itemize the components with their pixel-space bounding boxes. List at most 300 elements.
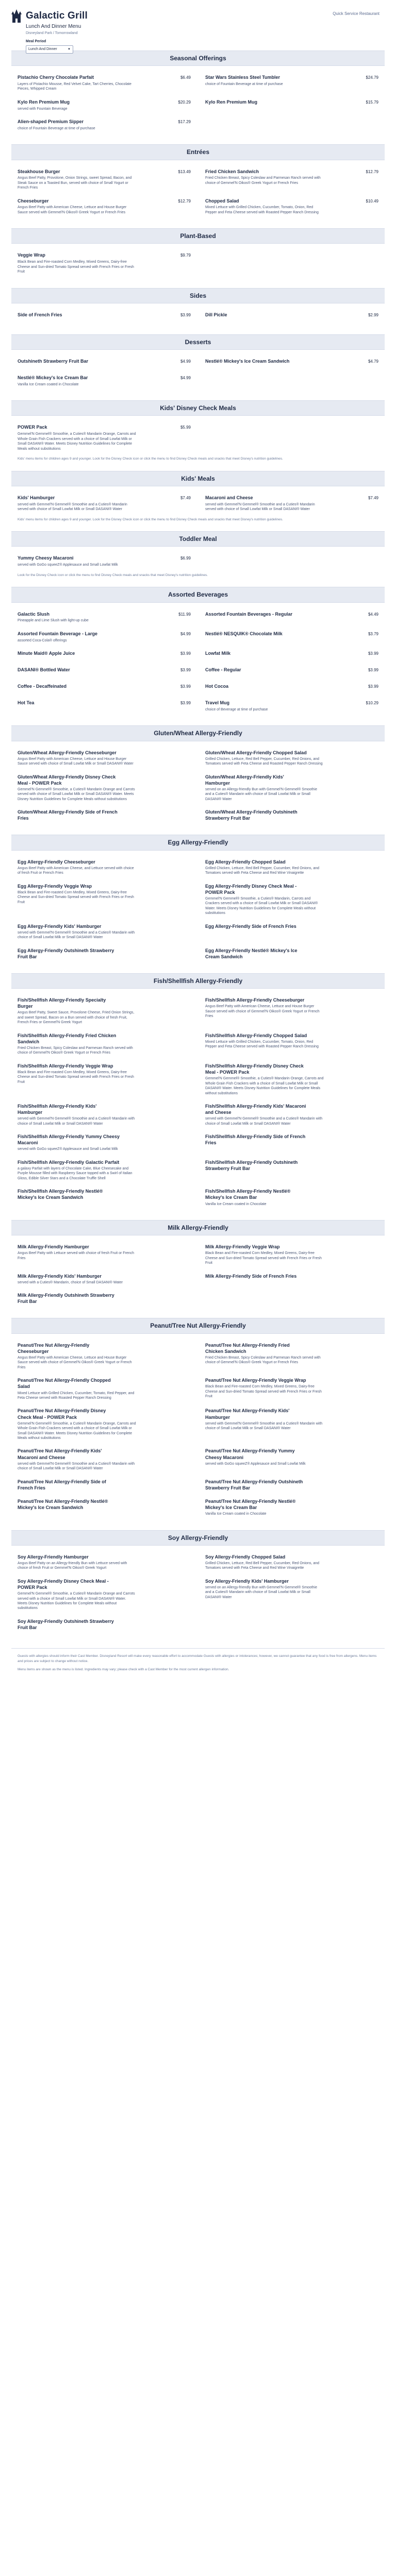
menu-item-description: Vanilla Ice Cream coated in Chocolate bbox=[205, 1512, 267, 1516]
menu-item-price: $12.79 bbox=[366, 169, 378, 174]
menu-item-grid bbox=[11, 989, 385, 1211]
menu-item bbox=[198, 1029, 378, 1060]
menu-item bbox=[198, 1100, 378, 1130]
menu-item-header bbox=[205, 1188, 378, 1200]
menu-item-name: Egg Allergy-Friendly Veggie Wrap bbox=[18, 883, 92, 889]
menu-item-name: Kylo Ren Premium Mug bbox=[205, 99, 258, 105]
menu-section bbox=[11, 725, 385, 825]
menu-item-grid bbox=[11, 66, 385, 135]
section-title: Seasonal Offerings bbox=[11, 50, 385, 66]
menu-item-header bbox=[205, 859, 378, 865]
menu-item-header bbox=[18, 375, 191, 381]
menu-section bbox=[11, 288, 385, 325]
menu-item-header bbox=[18, 1273, 191, 1279]
menu-item-name: Milk Allergy-Friendly Kids' Hamburger bbox=[18, 1273, 102, 1279]
menu-item-header bbox=[18, 1578, 191, 1590]
menu-item bbox=[18, 1241, 198, 1269]
menu-name: Lunch And Dinner Menu bbox=[26, 23, 81, 29]
menu-item-price: $4.99 bbox=[180, 359, 191, 364]
menu-item-description: Grilled Chicken, Lettuce, Red Bell Pepper, Cucumber, Red Onions, and Tomatoes served with Feta Cheese and Red Wine Vinaigrette bbox=[205, 1561, 320, 1570]
menu-item-name: Fish/Shellfish Allergy-Friendly Veggie Wrap bbox=[18, 1063, 113, 1069]
menu-item-header bbox=[205, 1408, 378, 1420]
menu-item-name: Soy Allergy-Friendly Chopped Salad bbox=[205, 1554, 286, 1560]
menu-item-name: Coffee - Decaffeinated bbox=[18, 684, 67, 689]
menu-item-name: Soy Allergy-Friendly Outshineth Strawberry Fruit Bar bbox=[18, 1618, 114, 1630]
menu-item-header bbox=[18, 555, 191, 562]
menu-item bbox=[198, 1156, 378, 1185]
menu-item bbox=[198, 1339, 378, 1375]
menu-item-price: $13.49 bbox=[178, 169, 191, 174]
menu-item bbox=[18, 1185, 198, 1211]
menu-item-name: Soy Allergy-Friendly Hamburger bbox=[18, 1554, 89, 1560]
menu-item-header bbox=[18, 1377, 191, 1389]
menu-item-description: served with Gemmel'N Gemmel® Smoothie and a Cuties® Mandarin with choice of Small Lowfat Milk or Small DASANI® Water bbox=[18, 1462, 135, 1471]
menu-item-description: Vanilla Ice Cream coated in Chocolate bbox=[18, 382, 79, 386]
menu-item-price: $3.99 bbox=[180, 668, 191, 673]
menu-item-name: Hot Tea bbox=[18, 700, 35, 706]
menu-item bbox=[198, 71, 378, 96]
menu-item-header bbox=[205, 1133, 378, 1146]
menu-item-description: Angus Beef Patty on an Allergy-friendly Bun with Lettuce served with choice of fresh Fruit or Gemmel'N Oikos® Greek Yogurt bbox=[18, 1561, 127, 1570]
menu-section bbox=[11, 973, 385, 1211]
menu-item-grid bbox=[11, 160, 385, 219]
menu-item-description: Gemmel'N Gemmel® Smoothie, a Cuties® Mandarin Orange and Carrots served with a choice of Small Lowfat Milk or Small DASANI® Water. Meets Disney Nutrition Guidelines for Complete Meals without substitutions bbox=[18, 1592, 135, 1611]
menu-item-description: served with GoGo squeeZ® Applesauce and Small Lowfat Milk bbox=[18, 563, 118, 567]
menu-item-header bbox=[18, 198, 191, 205]
menu-item-description: Black Bean and Fire-roasted Corn Medley, Mixed Greens, Dairy-free Cheese and Sun-dried Tomato Spread served with French Fries or Fresh Fruit bbox=[18, 1071, 134, 1084]
menu-item-description: Black Bean and Fire-roasted Corn Medley, Mixed Greens, Dairy-free Cheese and Sun-dried Tomato Spread served with French Fries or Fresh Fruit bbox=[205, 1385, 322, 1399]
menu-item-description: Angus Beef Patty, Provolone, Onion Strings, sweet Spread, Bacon, and Steak Sauce on a Toasted Bun, served with choice of Small Yogurt or French Fries bbox=[18, 176, 132, 190]
menu-item-name: Soy Allergy-Friendly Disney Check Meal - POWER Pack bbox=[18, 1578, 109, 1590]
menu-item-name: Minute Maid® Apple Juice bbox=[18, 651, 75, 656]
menu-item bbox=[18, 1551, 198, 1575]
menu-item bbox=[198, 195, 378, 219]
menu-item bbox=[198, 1495, 378, 1521]
menu-section bbox=[11, 1318, 385, 1520]
menu-item-header bbox=[18, 667, 191, 673]
menu-item-price: $12.79 bbox=[178, 198, 191, 204]
section-note: Look for the Disney Check icon or click the menu to find Disney Check meals and snacks that meet Disney's nutrition guidelines. bbox=[18, 573, 208, 577]
menu-item bbox=[18, 680, 198, 697]
menu-item bbox=[18, 1156, 198, 1185]
menu-item-name: Fried Chicken Sandwich bbox=[205, 168, 259, 174]
menu-section bbox=[11, 400, 385, 461]
menu-item-name: Fish/Shellfish Allergy-Friendly Outshineth Strawberry Fruit Bar bbox=[205, 1159, 298, 1171]
menu-item-header bbox=[18, 1498, 191, 1511]
menu-item bbox=[198, 1445, 378, 1475]
menu-item-description: choice of Beverage at time of purchase bbox=[205, 707, 268, 711]
menu-item-name: Side of French Fries bbox=[18, 312, 62, 317]
menu-item bbox=[18, 1445, 198, 1475]
menu-item-name: Peanut/Tree Nut Allergy-Friendly Cheeseburger bbox=[18, 1342, 90, 1354]
menu-item-header bbox=[18, 1448, 191, 1460]
menu-item bbox=[18, 856, 198, 880]
menu-item-grid bbox=[11, 486, 385, 516]
menu-item-header bbox=[205, 683, 378, 690]
menu-item bbox=[198, 1551, 378, 1575]
menu-item-name: Lowfat Milk bbox=[205, 651, 230, 656]
menu-item-header bbox=[205, 1103, 378, 1115]
chevron-down-icon: ▼ bbox=[68, 47, 71, 51]
menu-item-name: Milk Allergy-Friendly Side of French Fries bbox=[205, 1273, 297, 1279]
menu-item-header bbox=[18, 1479, 191, 1491]
menu-item-name: Gluten/Wheat Allergy-Friendly Cheeseburger bbox=[18, 750, 117, 755]
menu-item bbox=[18, 1130, 198, 1156]
menu-item-header bbox=[205, 1063, 378, 1075]
menu-item-name: Fish/Shellfish Allergy-Friendly Kids' Hamburger bbox=[18, 1103, 97, 1115]
menu-item bbox=[18, 71, 198, 96]
menu-item-header bbox=[205, 358, 378, 365]
menu-item bbox=[18, 647, 198, 664]
footer-paragraph: Guests with allergies should inform their Cast Member. Disneyland Resort will make every reasonable effort to accommodate Guests with allergies or intolerances; however, we cannot guarantee that any food is free from allergens. Menu items and prices are subject to change without notice. bbox=[18, 1654, 377, 1663]
menu-section bbox=[11, 334, 385, 391]
section-title: Egg Allergy-Friendly bbox=[11, 835, 385, 850]
menu-item-name: POWER Pack bbox=[18, 425, 47, 430]
menu-item-name: Outshineth Strawberry Fruit Bar bbox=[18, 358, 89, 364]
menu-item-name: Fish/Shellfish Allergy-Friendly Disney Check Meal - POWER Pack bbox=[205, 1063, 304, 1075]
menu-item bbox=[18, 880, 198, 920]
menu-item-grid bbox=[11, 303, 385, 325]
menu-section bbox=[11, 228, 385, 278]
menu-item-description: Angus Beef Patty with American Cheese, Lettuce and House Burger Sauce served with Gemmel'N Oikos® Greek Yogurt or French Fries bbox=[18, 206, 127, 214]
menu-item-description: Fried Chicken Breast, Spicy Coleslaw and Parmesan Ranch served with choice of Gemmel'N Oikos® Greek Yogurt or French Fries bbox=[18, 1046, 133, 1055]
menu-item-header bbox=[205, 168, 378, 175]
menu-item-header bbox=[205, 312, 378, 318]
menu-item-name: Peanut/Tree Nut Allergy-Friendly Outshineth Strawberry Fruit Bar bbox=[205, 1479, 303, 1490]
menu-item-grid bbox=[11, 603, 385, 717]
menu-item-grid bbox=[11, 1334, 385, 1521]
meal-period-select[interactable] bbox=[26, 45, 73, 54]
menu-item-name: Chopped Salad bbox=[205, 198, 239, 204]
menu-item bbox=[18, 96, 198, 115]
menu-item bbox=[18, 1029, 198, 1060]
menu-item-description: Angus Beef Patty, Sweet Sauce, Provolone Cheese, Fried Onion Strings, and sweet Spread, Bacon on a Bun served with choice of fresh Fruit, French Fries or Gemmel'N Greek Yogurt bbox=[18, 1011, 135, 1025]
menu-item-header bbox=[205, 1479, 378, 1491]
menu-item bbox=[18, 771, 198, 806]
menu-item-description: Gemmel'N Gemmel® Smoothie, a Cuties® Mandarin, Carrots and Crackers served with a choice of Small Lowfat Milk or Small DASANI® Water. Meets Disney Nutrition Guidelines for Complete Meals without substitutions bbox=[205, 896, 318, 916]
menu-item bbox=[18, 994, 198, 1029]
menu-item bbox=[198, 771, 378, 806]
menu-item-name: Milk Allergy-Friendly Hamburger bbox=[18, 1244, 89, 1250]
section-title: Peanut/Tree Nut Allergy-Friendly bbox=[11, 1318, 385, 1333]
menu-item-name: Peanut/Tree Nut Allergy-Friendly Disney Check Meal - POWER Pack bbox=[18, 1408, 106, 1420]
menu-item bbox=[198, 697, 378, 716]
menu-item bbox=[198, 1270, 378, 1290]
menu-item-description: choice of Fountain Beverage at time of purchase bbox=[18, 126, 95, 130]
menu-item-price: $20.29 bbox=[178, 99, 191, 105]
menu-item-description: Gemmel'N Gemmel® Smoothie, a Cuties® Mandarin Orange, Carrots and Whole Grain Fish Crackers served with a choice of Small Lowfat Milk or Small DASANI® Water. Meets Disney Nutrition Guidelines for Complete Meals without substitutions bbox=[18, 1421, 136, 1440]
menu-item-description: served with a Cuties® Mandarin, choice of Small DASANI® Water bbox=[18, 1280, 123, 1284]
menu-item-header bbox=[18, 700, 191, 706]
menu-item bbox=[18, 806, 198, 825]
menu-item-name: Fish/Shellfish Allergy-Friendly Side of French Fries bbox=[205, 1134, 306, 1146]
menu-item-description: served with Gemmel'N Gemmel® Smoothie and a Cuties® Mandarin with choice of Small Lowfat Milk or Small DASANI® Water bbox=[205, 1117, 323, 1126]
menu-item-name: Galactic Slush bbox=[18, 611, 50, 617]
menu-item-name: Pistachio Cherry Chocolate Parfait bbox=[18, 75, 94, 80]
menu-item bbox=[18, 371, 198, 391]
menu-item-name: Egg Allergy-Friendly Chopped Salad bbox=[205, 859, 286, 865]
menu-item bbox=[18, 1495, 198, 1521]
menu-item bbox=[18, 1575, 198, 1615]
menu-item-header bbox=[18, 1244, 191, 1250]
menu-item-name: Nestlé® Mickey's Ice Cream Bar bbox=[18, 375, 88, 380]
menu-item-price: $7.49 bbox=[368, 495, 378, 500]
menu-item-header bbox=[205, 1578, 378, 1584]
menu-item-header bbox=[18, 118, 191, 125]
menu-item-header bbox=[18, 774, 191, 786]
menu-item bbox=[18, 1404, 198, 1445]
menu-item-name: Dill Pickle bbox=[205, 312, 227, 317]
menu-item-price: $3.99 bbox=[180, 312, 191, 317]
menu-item-header bbox=[18, 1103, 191, 1115]
menu-item-price: $3.99 bbox=[368, 668, 378, 673]
menu-item-price: $4.99 bbox=[180, 631, 191, 636]
menu-item-header bbox=[205, 1032, 378, 1039]
menu-item-price: $17.29 bbox=[178, 120, 191, 125]
menu-item-price: $3.99 bbox=[368, 651, 378, 656]
menu-item-name: Fish/Shellfish Allergy-Friendly Nestlé® Mickey's Ice Cream Sandwich bbox=[18, 1189, 103, 1200]
menu-section bbox=[11, 50, 385, 135]
menu-item-name: Travel Mug bbox=[205, 700, 230, 706]
menu-item bbox=[198, 880, 378, 920]
menu-item bbox=[18, 1339, 198, 1375]
menu-item-name: Egg Allergy-Friendly Outshineth Strawberry Fruit Bar bbox=[18, 947, 114, 959]
menu-item-header bbox=[205, 611, 378, 618]
menu-item-header bbox=[18, 997, 191, 1009]
menu-item-header bbox=[205, 631, 378, 637]
section-title: Kids' Disney Check Meals bbox=[11, 400, 385, 416]
menu-item-name: Milk Allergy-Friendly Outshineth Strawberry Fruit Bar bbox=[18, 1293, 114, 1304]
menu-item bbox=[18, 628, 198, 647]
section-title: Soy Allergy-Friendly bbox=[11, 1530, 385, 1546]
menu-item bbox=[18, 421, 198, 455]
menu-item bbox=[198, 856, 378, 880]
menu-item-name: Milk Allergy-Friendly Veggie Wrap bbox=[205, 1244, 280, 1250]
menu-item-name: Nestlé® Mickey's Ice Cream Sandwich bbox=[205, 358, 290, 364]
menu-item-name: Peanut/Tree Nut Allergy-Friendly Fried Chicken Sandwich bbox=[205, 1342, 290, 1354]
menu-item bbox=[198, 747, 378, 771]
menu-item-header bbox=[18, 859, 191, 865]
menu-item-price: $10.29 bbox=[366, 701, 378, 706]
menu-item-header bbox=[18, 683, 191, 690]
menu-item-name: Gluten/Wheat Allergy-Friendly Outshineth Strawberry Fruit Bar bbox=[205, 809, 298, 821]
menu-item-header bbox=[18, 1342, 191, 1354]
menu-item-name: Peanut/Tree Nut Allergy-Friendly Yummy Cheesy Macaroni bbox=[205, 1448, 295, 1460]
menu-header bbox=[11, 0, 385, 52]
menu-item-header bbox=[205, 700, 378, 706]
menu-item-header bbox=[18, 1032, 191, 1045]
allergy-footer bbox=[11, 1648, 385, 1672]
menu-item-grid bbox=[11, 1235, 385, 1309]
menu-section bbox=[11, 1530, 385, 1635]
menu-item-header bbox=[205, 495, 378, 501]
menu-section bbox=[11, 471, 385, 522]
menu-item-header bbox=[205, 650, 378, 657]
menu-item-name: Kylo Ren Premium Mug bbox=[18, 99, 70, 105]
menu-item-header bbox=[18, 650, 191, 657]
menu-item-header bbox=[205, 1342, 378, 1354]
section-title: Gluten/Wheat Allergy-Friendly bbox=[11, 725, 385, 741]
menu-item-price: $15.79 bbox=[366, 99, 378, 105]
menu-section bbox=[11, 1220, 385, 1309]
section-title: Desserts bbox=[11, 334, 385, 350]
menu-item bbox=[198, 647, 378, 664]
menu-item-name: Hot Cocoa bbox=[205, 684, 228, 689]
menu-item-name: Fish/Shellfish Allergy-Friendly Nestlé® Mickey's Ice Cream Bar bbox=[205, 1189, 291, 1200]
menu-item bbox=[198, 165, 378, 195]
menu-item bbox=[18, 608, 198, 628]
menu-item-name: Fish/Shellfish Allergy-Friendly Cheeseburger bbox=[205, 997, 305, 1003]
menu-item-header bbox=[205, 99, 378, 106]
menu-item-grid bbox=[11, 851, 385, 964]
menu-item-header bbox=[18, 74, 191, 81]
menu-item-header bbox=[18, 809, 191, 821]
menu-item-header bbox=[205, 1448, 378, 1460]
menu-item-price: $6.49 bbox=[180, 75, 191, 80]
menu-item-description: Angus Beef Patty with American Cheese, Lettuce and House Burger Sauce served with choice of Gemmel'N Oikos® Greek Yogurt or French Fries bbox=[205, 1005, 320, 1019]
menu-item-description: Angus Beef Patty with American Cheese, Lettuce and House Burger Sauce served with choice of Gemmel'N Oikos® Greek Yogurt or French Fries bbox=[18, 1355, 132, 1369]
menu-item-description: Mixed Lettuce with Grilled Chicken, Cucumber, Tomato, Onion, Red Pepper and Feta Cheese served with Roasted Pepper Ranch Dressing bbox=[205, 1040, 319, 1049]
menu-item bbox=[198, 806, 378, 825]
location-note: Disneyland Park / Tomorrowland bbox=[26, 31, 78, 36]
menu-item-name: Nestlé® NESQUIK® Chocolate Milk bbox=[205, 631, 283, 636]
menu-item-name: Fish/Shellfish Allergy-Friendly Galactic Parfait bbox=[18, 1159, 120, 1165]
menu-item-header bbox=[205, 74, 378, 81]
menu-item bbox=[198, 309, 378, 325]
menu-item-name: Egg Allergy-Friendly Disney Check Meal - POWER Pack bbox=[205, 883, 297, 895]
menu-item-description: Grilled Chicken, Lettuce, Red Bell Pepper, Cucumber, Red Onions, and Tomatoes served with Feta Cheese and Red Wine Vinaigrette bbox=[205, 866, 320, 875]
menu-item-name: Egg Allergy-Friendly Nestlé® Mickey's Ice Cream Sandwich bbox=[205, 947, 298, 959]
menu-item bbox=[18, 1100, 198, 1130]
menu-item bbox=[198, 628, 378, 647]
section-title: Entrées bbox=[11, 144, 385, 160]
menu-item-name: Peanut/Tree Nut Allergy-Friendly Veggie Wrap bbox=[205, 1378, 306, 1383]
menu-item-description: a galaxy Parfait with layers of Chocolate Cake, Blue Cheesecake and Purple Mousse filled with Raspberry Sauce topped with a Swirl of Italian Gloss, Edible Silver Stars and a Chocolate Truffle Shell bbox=[18, 1166, 133, 1180]
menu-item bbox=[198, 492, 378, 516]
menu-item bbox=[18, 492, 198, 516]
menu-item bbox=[18, 664, 198, 680]
menu-section bbox=[11, 531, 385, 578]
menu-item bbox=[18, 165, 198, 195]
menu-item-name: Gluten/Wheat Allergy-Friendly Kids' Hamburger bbox=[205, 774, 284, 786]
menu-item-description: Mixed Lettuce with Grilled Chicken, Cucumber, Tomato, Red Pepper, and Feta Cheese served with Roasted Pepper Ranch Dressing bbox=[18, 1391, 135, 1400]
menu-item-header bbox=[18, 750, 191, 756]
menu-item bbox=[198, 994, 378, 1029]
menu-item-name: Cheeseburger bbox=[18, 198, 49, 204]
menu-item-description: served with Fountain Beverage bbox=[18, 107, 68, 111]
menu-item-header bbox=[18, 252, 191, 259]
menu-item-header bbox=[18, 495, 191, 501]
menu-item bbox=[198, 1374, 378, 1404]
menu-item-header bbox=[205, 667, 378, 673]
menu-item-price: $2.99 bbox=[368, 312, 378, 317]
menu-item-header bbox=[205, 198, 378, 205]
menu-item-price: $9.79 bbox=[180, 253, 191, 258]
menu-item-description: Black Bean and Fire-roasted Corn Medley, Mixed Greens, Dairy-free Cheese and Sun-dried Tomato Spread served with French Fries or Fresh Fruit bbox=[18, 890, 134, 904]
menu-item-grid bbox=[11, 350, 385, 391]
menu-item bbox=[18, 1060, 198, 1100]
menu-item-name: Veggie Wrap bbox=[18, 252, 45, 258]
service-type-link[interactable]: Quick Service Restaurant bbox=[333, 11, 380, 16]
menu-item-header bbox=[18, 1554, 191, 1560]
menu-item-grid bbox=[11, 1546, 385, 1635]
menu-item-price: $3.79 bbox=[368, 631, 378, 636]
menu-section bbox=[11, 835, 385, 964]
menu-item-name: Fish/Shellfish Allergy-Friendly Fried Chicken Sandwich bbox=[18, 1032, 117, 1044]
section-note: Kids' menu items for children ages 9 and younger. Look for the Disney Check icon or click the menu to find Disney Check meals and snacks that meet Disney's nutrition guidelines. bbox=[18, 517, 283, 521]
section-title: Fish/Shellfish Allergy-Friendly bbox=[11, 973, 385, 989]
menu-item-name: Yummy Cheesy Macaroni bbox=[18, 555, 74, 561]
menu-item-description: Angus Beef Patty with American Cheese, and Lettuce served with choice of fresh Fruit or French Fries bbox=[18, 866, 134, 875]
menu-item-header bbox=[18, 611, 191, 618]
menu-item-header bbox=[18, 312, 191, 318]
menu-item bbox=[198, 664, 378, 680]
menu-item-name: Assorted Fountain Beverages - Regular bbox=[205, 611, 293, 617]
menu-item-name: Peanut/Tree Nut Allergy-Friendly Kids' Hamburger bbox=[205, 1408, 290, 1420]
meal-period-value: Lunch And Dinner bbox=[28, 47, 57, 52]
menu-item bbox=[198, 1130, 378, 1156]
menu-item bbox=[18, 309, 198, 325]
menu-item bbox=[18, 115, 198, 135]
menu-item-name: Fish/Shellfish Allergy-Friendly Yummy Cheesy Macaroni bbox=[18, 1134, 120, 1146]
section-title: Milk Allergy-Friendly bbox=[11, 1220, 385, 1235]
menu-item-description: Black Bean and Fire-roasted Corn Medley, Mixed Greens, Dairy-free Cheese and Sun-dried Tomato Spread served with French Fries or Fresh Fruit bbox=[18, 260, 134, 274]
menu-item-name: DASANI® Bottled Water bbox=[18, 667, 70, 673]
menu-item-header bbox=[205, 1159, 378, 1172]
menu-item-description: choice of Fountain Beverage at time of purchase bbox=[205, 82, 283, 86]
meal-period bbox=[26, 39, 385, 54]
menu-item-name: Star Wars Stainless Steel Tumbler bbox=[205, 75, 280, 80]
menu-item bbox=[18, 1289, 198, 1309]
menu-item bbox=[18, 355, 198, 371]
menu-item bbox=[198, 1241, 378, 1269]
menu-item-name: Egg Allergy-Friendly Cheeseburger bbox=[18, 859, 95, 865]
menu-item-name: Egg Allergy-Friendly Kids' Hamburger bbox=[18, 923, 102, 929]
menu-item bbox=[198, 1060, 378, 1100]
menu-item-description: Angus Beef Patty with American Cheese, Lettuce and House Burger Sauce served with choice of Small Lowfat Milk or Small DASANI® Water bbox=[18, 757, 134, 766]
menu-item-header bbox=[205, 923, 378, 929]
menu-item bbox=[18, 195, 198, 219]
menu-item-price: $6.99 bbox=[180, 556, 191, 561]
menu-item-name: Peanut/Tree Nut Allergy-Friendly Kids' Macaroni and Cheese bbox=[18, 1448, 102, 1460]
menu-section bbox=[11, 587, 385, 716]
meal-period-label: Meal Period bbox=[26, 39, 46, 43]
menu-sections bbox=[11, 50, 385, 1635]
menu-item-header bbox=[205, 997, 378, 1003]
menu-item-description: served with GoGo squeeZ® Applesauce and Small Lowfat Milk bbox=[205, 1462, 306, 1466]
menu-item-header bbox=[205, 1377, 378, 1383]
menu-item-description: Vanilla Ice Cream coated in Chocolate bbox=[205, 1202, 267, 1206]
menu-item bbox=[198, 608, 378, 628]
menu-item-header bbox=[18, 1063, 191, 1069]
menu-item-header bbox=[18, 947, 191, 960]
menu-item-name: Kids' Hamburger bbox=[18, 495, 55, 500]
menu-item-description: served on an Allergy-friendly Bun with Gemmel'N Gemmel® Smoothie and a Cuties® Mandarin with choice of Small Lowfat Milk or Small DASANI® Water bbox=[205, 787, 317, 801]
menu-item-header bbox=[205, 1273, 378, 1279]
menu-item bbox=[18, 697, 198, 716]
menu-item-description: Mixed Lettuce with Grilled Chicken, Cucumber, Tomato, Onion, Red Pepper and Feta Cheese served with Roasted Pepper Ranch Dressing bbox=[205, 206, 319, 214]
menu-item bbox=[198, 1476, 378, 1495]
menu-item-price: $24.79 bbox=[366, 75, 378, 80]
menu-item-header bbox=[18, 1292, 191, 1304]
menu-item-description: Gemmel'N Gemmel® Smoothie, a Cuties® Mandarin Orange and Carrots served with choice of Small Lowfat Milk or Small DASANI® Water. Meets Disney Nutrition Guidelines for Complete Meals without substitutions bbox=[18, 787, 135, 801]
castle-logo-icon bbox=[11, 9, 22, 23]
menu-item-name: Egg Allergy-Friendly Side of French Fries bbox=[205, 923, 296, 929]
menu-item bbox=[18, 1615, 198, 1635]
menu-item-price: $4.49 bbox=[368, 612, 378, 617]
menu-item-header bbox=[205, 750, 378, 756]
menu-item bbox=[18, 249, 198, 278]
